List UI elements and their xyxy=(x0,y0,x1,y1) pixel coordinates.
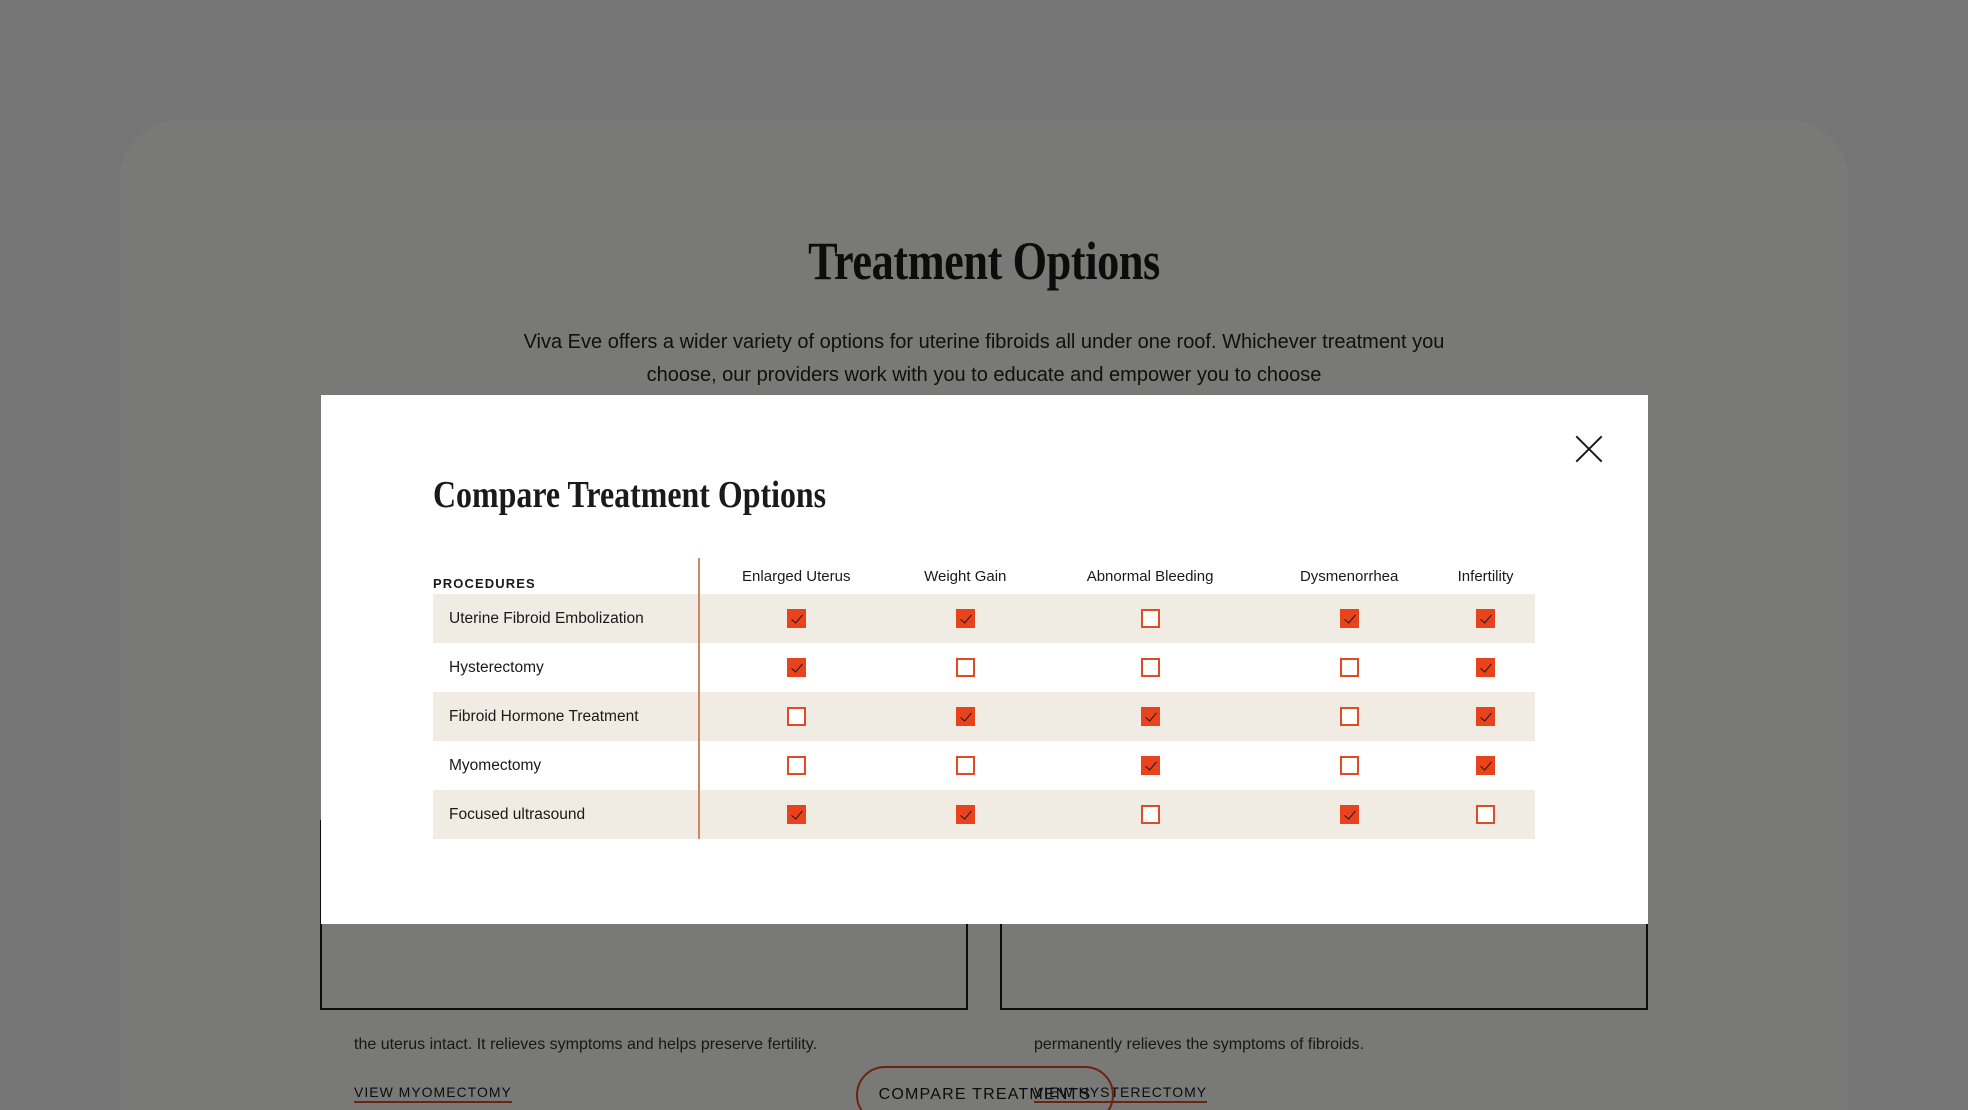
table-cell xyxy=(1038,741,1262,790)
table-cell xyxy=(893,790,1039,839)
table-cell xyxy=(893,692,1039,741)
unchecked-checkbox-icon xyxy=(787,707,806,726)
checked-checkbox-icon xyxy=(1476,707,1495,726)
checked-checkbox-icon xyxy=(1476,756,1495,775)
table-cell xyxy=(699,643,893,692)
table-cell xyxy=(1038,594,1262,643)
table-cell xyxy=(1262,790,1436,839)
table-cell xyxy=(1038,790,1262,839)
procedure-name: Uterine Fibroid Embolization xyxy=(433,594,699,643)
checked-checkbox-icon xyxy=(1340,805,1359,824)
table-row xyxy=(433,790,1535,839)
unchecked-checkbox-icon xyxy=(1340,707,1359,726)
table-cell xyxy=(893,594,1039,643)
checked-checkbox-icon xyxy=(956,707,975,726)
checked-checkbox-icon xyxy=(1476,609,1495,628)
column-header: Abnormal Bleeding xyxy=(1086,567,1214,585)
table-row xyxy=(433,692,1535,741)
table-cell xyxy=(1038,643,1262,692)
checked-checkbox-icon xyxy=(1141,756,1160,775)
table-cell xyxy=(699,692,893,741)
table-cell xyxy=(1436,643,1535,692)
column-header: Dysmenorrhea xyxy=(1299,567,1399,585)
compare-modal xyxy=(321,395,1648,924)
table-cell xyxy=(893,643,1039,692)
table-cell xyxy=(893,741,1039,790)
checked-checkbox-icon xyxy=(1141,707,1160,726)
table-row xyxy=(433,594,1535,643)
unchecked-checkbox-icon xyxy=(1141,609,1160,628)
checked-checkbox-icon xyxy=(1340,609,1359,628)
table-row xyxy=(433,643,1535,692)
unchecked-checkbox-icon xyxy=(956,756,975,775)
column-header: Infertility xyxy=(1457,567,1514,585)
unchecked-checkbox-icon xyxy=(1340,756,1359,775)
procedures-header: PROCEDURES xyxy=(433,558,699,594)
checked-checkbox-icon xyxy=(956,609,975,628)
procedure-name: Fibroid Hormone Treatment xyxy=(433,692,699,741)
table-cell xyxy=(699,790,893,839)
close-icon[interactable] xyxy=(1571,431,1607,467)
checked-checkbox-icon xyxy=(956,805,975,824)
table-cell xyxy=(1262,594,1436,643)
column-header: Enlarged Uterus xyxy=(742,567,851,585)
unchecked-checkbox-icon xyxy=(1141,658,1160,677)
procedure-name: Myomectomy xyxy=(433,741,699,790)
table-cell xyxy=(1038,692,1262,741)
comparison-table xyxy=(433,558,1535,839)
table-cell xyxy=(699,741,893,790)
table-header-row xyxy=(433,558,1535,594)
checked-checkbox-icon xyxy=(787,805,806,824)
unchecked-checkbox-icon xyxy=(1476,805,1495,824)
checked-checkbox-icon xyxy=(787,609,806,628)
unchecked-checkbox-icon xyxy=(1141,805,1160,824)
table-cell xyxy=(1436,741,1535,790)
checked-checkbox-icon xyxy=(787,658,806,677)
procedure-name: Focused ultrasound xyxy=(433,790,699,839)
unchecked-checkbox-icon xyxy=(956,658,975,677)
unchecked-checkbox-icon xyxy=(1340,658,1359,677)
checked-checkbox-icon xyxy=(1476,658,1495,677)
procedure-name: Hysterectomy xyxy=(433,643,699,692)
table-cell xyxy=(1436,594,1535,643)
table-cell xyxy=(699,594,893,643)
table-cell xyxy=(1436,692,1535,741)
table-cell xyxy=(1436,790,1535,839)
table-cell xyxy=(1262,741,1436,790)
modal-title: Compare Treatment Options xyxy=(433,474,827,516)
column-header: Weight Gain xyxy=(924,567,1007,585)
table-cell xyxy=(1262,692,1436,741)
table-row xyxy=(433,741,1535,790)
table-cell xyxy=(1262,643,1436,692)
unchecked-checkbox-icon xyxy=(787,756,806,775)
